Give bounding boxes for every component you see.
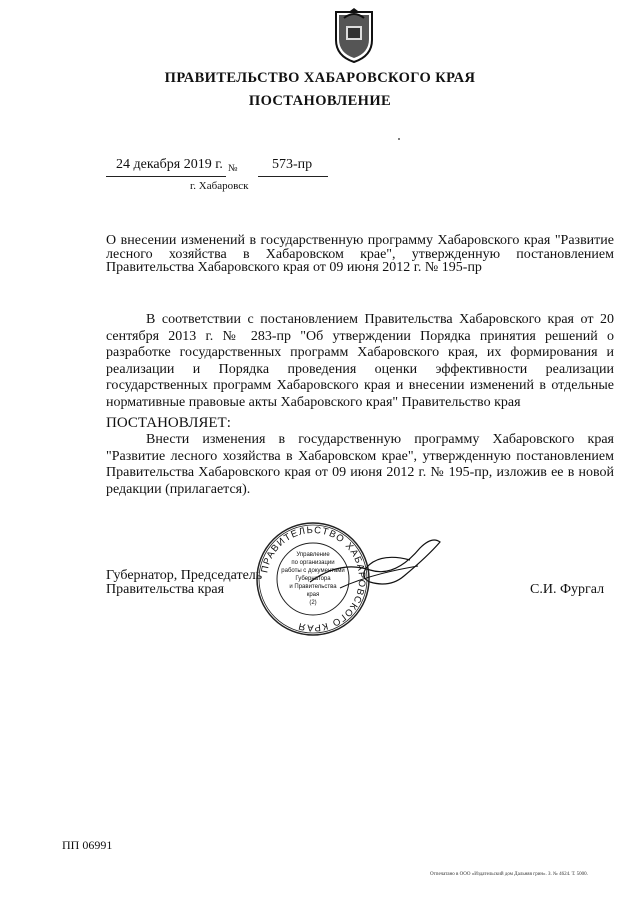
document-code: ПП 06991 <box>62 838 113 852</box>
scan-dot <box>398 138 400 140</box>
number-underline <box>258 176 328 177</box>
handwritten-signature <box>300 530 450 600</box>
stamp-line: (2) <box>309 600 317 606</box>
svg-text:ПРАВИТЕЛЬСТВО ХАБАРОВСКОГО КРА: ПРАВИТЕЛЬСТВО ХАБАРОВСКОГО КРАЯ <box>259 524 368 634</box>
stamp-line: Управление <box>296 552 330 558</box>
signer-name: С.И. Фургал <box>530 582 605 597</box>
document-date: 24 декабря 2019 г. <box>116 157 223 172</box>
authority-title: ПРАВИТЕЛЬСТВО ХАБАРОВСКОГО КРАЯ <box>164 70 476 86</box>
signer-position-line1: Губернатор, Председатель <box>106 568 263 583</box>
stamp-line: края <box>306 592 320 598</box>
document-subject: О внесении изменений в государственную программу Хабаровского края "Развитие лесного хозяйства в Хабаровском крае", утвержденную постановлением Правительства Хабаровского края от 09 июня 2012 г. № 195-пр <box>106 233 614 275</box>
stamp-line: по организации <box>291 560 335 566</box>
printer-imprint: Отпечатано в ООО «Издательский дом Дальняя грин». З. № 4624. Т. 5000. <box>430 872 588 877</box>
document-type-title: ПОСТАНОВЛЕНИЕ <box>248 93 392 109</box>
stamp-line: Губернатора <box>295 576 331 582</box>
document-number: 573-пр <box>272 157 313 172</box>
decree-paragraph: Внести изменения в государственную программу Хабаровского края "Развитие лесного хозяйства в Хабаровском крае", утвержденную постановлением Правительства Хабаровского края от 09 июня 2012 г. № 195-пр, изложив ее в новой редакции (прилагается). <box>106 432 614 497</box>
decree-word: ПОСТАНОВЛЯЕТ: <box>106 415 231 431</box>
date-underline <box>106 176 226 177</box>
stamp-line: работы с документами <box>281 568 345 574</box>
preamble-paragraph: В соответствии с постановлением Правительства Хабаровского края от 20 сентября 2013 г. № 283-пр "Об утверждении Порядка принятия решений о разработке государственных программ Хабаровского края, их формирования и реализации и Порядка проведения оценки эффективности реализации государственных программ Хабаровского края и внесении изменений в отдельные нормативные правовые акты Хабаровского края" Правительство края <box>106 312 614 410</box>
signer-position-line2: Правительства края <box>106 582 225 597</box>
number-sign: № <box>228 163 238 174</box>
city-label: г. Хабаровск <box>190 180 249 192</box>
coat-of-arms-icon <box>330 8 378 64</box>
stamp-line: и Правительства <box>289 584 337 590</box>
